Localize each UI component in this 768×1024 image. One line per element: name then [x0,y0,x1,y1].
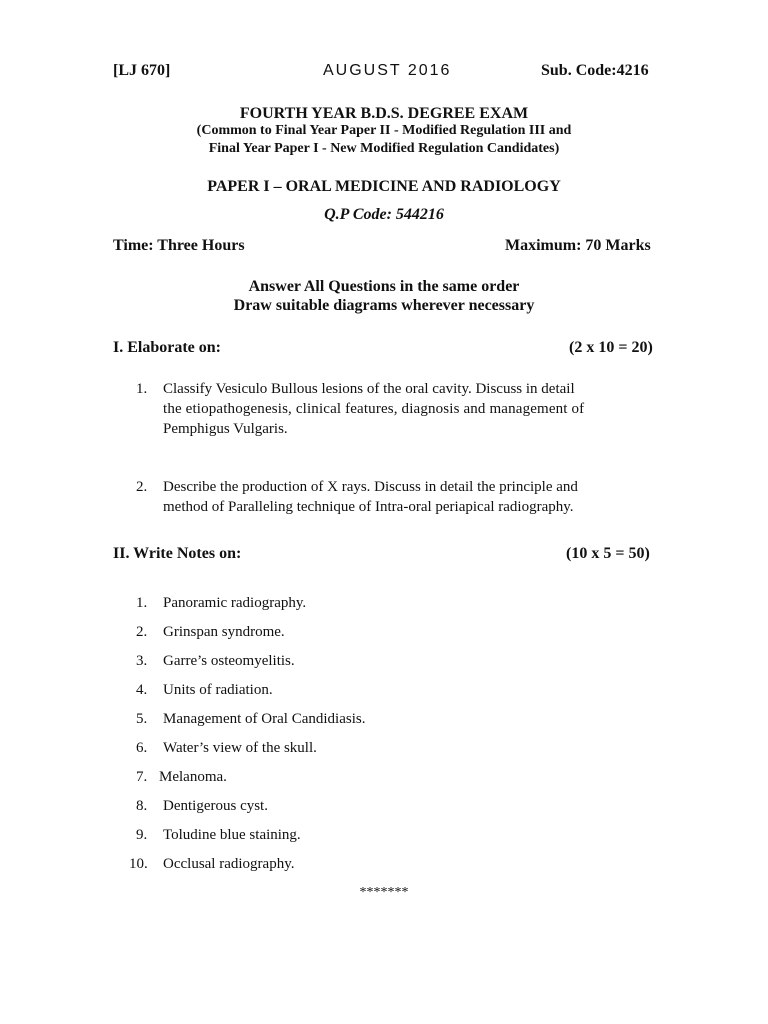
section2-heading: II. Write Notes on: [113,545,242,562]
note-item: Units of radiation. [163,682,273,698]
exam-month-year: AUGUST 2016 [323,62,452,79]
note-item: Dentigerous cyst. [163,798,268,814]
note-number: 8. [136,798,148,814]
note-number: 10. [129,856,148,872]
note-item: Panoramic radiography. [163,595,307,611]
note-item: Grinspan syndrome. [163,624,285,640]
instruction-line1: Answer All Questions in the same order [248,278,520,295]
section1-marks: (2 x 10 = 20) [569,339,653,356]
note-number: 7. [136,769,148,785]
paper-title: PAPER I – ORAL MEDICINE AND RADIOLOGY [207,178,561,195]
question-1-line2: the etiopathogenesis, clinical features, diagnosis and management of [163,401,585,417]
question-1-line1: Classify Vesiculo Bullous lesions of the oral cavity. Discuss in detail [163,381,575,397]
degree-title: FOURTH YEAR B.D.S. DEGREE EXAM [239,105,529,122]
question-number: 1. [136,381,148,397]
maximum-marks: Maximum: 70 Marks [505,237,651,254]
end-of-paper-mark: ******* [359,885,409,900]
note-item: Management of Oral Candidiasis. [163,711,366,727]
question-number: 2. [136,479,148,495]
note-item: Garre’s osteomyelitis. [163,653,295,669]
section1-heading: I. Elaborate on: [113,339,221,356]
question-1-line3: Pemphigus Vulgaris. [163,421,288,437]
note-number: 1. [136,595,148,611]
note-number: 3. [136,653,148,669]
qp-code: Q.P Code: 544216 [324,206,444,223]
question-2-line2: method of Paralleling technique of Intra-oral periapical radiography. [163,499,574,515]
note-item: Water’s view of the skull. [163,740,317,756]
exam-duration: Time: Three Hours [113,237,245,254]
note-number: 2. [136,624,148,640]
note-number: 5. [136,711,148,727]
note-number: 6. [136,740,148,756]
subject-code: Sub. Code:4216 [541,62,649,79]
exam-code: [LJ 670] [113,62,171,79]
note-item: Toludine blue staining. [163,827,301,843]
note-number: 9. [136,827,148,843]
common-note-line2: Final Year Paper I - New Modified Regulation Candidates) [208,141,560,156]
note-number: 4. [136,682,148,698]
question-2-line1: Describe the production of X rays. Discuss in detail the principle and [163,479,578,495]
note-item: Occlusal radiography. [163,856,295,872]
instruction-line2: Draw suitable diagrams wherever necessary [233,297,535,314]
section2-marks: (10 x 5 = 50) [566,545,650,562]
common-note-line1: (Common to Final Year Paper II - Modified Regulation III and [196,123,572,138]
note-item: Melanoma. [159,769,227,785]
